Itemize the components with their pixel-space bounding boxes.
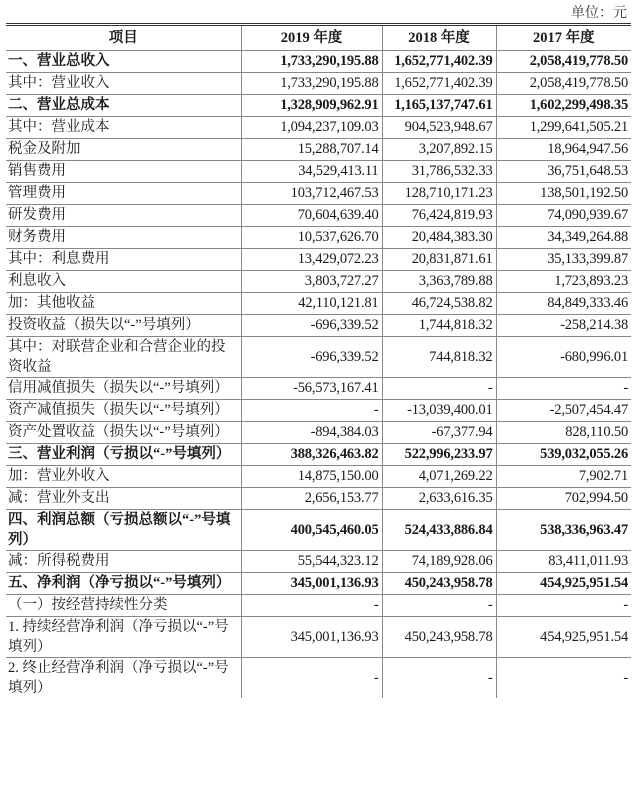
table-row	[6, 139, 631, 161]
value-2017: 74,090,939.67	[496, 205, 631, 227]
value-2019: 14,875,150.00	[241, 466, 382, 488]
value-2018: 2,633,616.35	[382, 488, 496, 510]
table-row	[6, 422, 631, 444]
value-2017: 83,411,011.93	[496, 551, 631, 573]
row-label: 管理费用	[6, 183, 241, 205]
table-row	[6, 444, 631, 466]
value-2019: 1,094,237,109.03	[241, 117, 382, 139]
value-2018: 3,207,892.15	[382, 139, 496, 161]
value-2017: 454,925,951.54	[496, 617, 631, 658]
row-label: 减：营业外支出	[6, 488, 241, 510]
row-label: 税金及附加	[6, 139, 241, 161]
table-row	[6, 595, 631, 617]
row-label: 四、利润总额（亏损总额以“-”号填列）	[6, 510, 241, 551]
header-2017: 2017 年度	[496, 25, 631, 51]
value-2018: 1,744,818.32	[382, 315, 496, 337]
row-label: 减：所得税费用	[6, 551, 241, 573]
income-statement-table	[6, 23, 631, 698]
value-2018: 74,189,928.06	[382, 551, 496, 573]
row-label: 五、净利润（净亏损以“-”号填列）	[6, 573, 241, 595]
table-row	[6, 183, 631, 205]
table-row	[6, 73, 631, 95]
value-2018: 20,831,871.61	[382, 249, 496, 271]
value-2019: 34,529,413.11	[241, 161, 382, 183]
value-2017: 2,058,419,778.50	[496, 51, 631, 73]
row-label: 信用减值损失（损失以“-”号填列）	[6, 378, 241, 400]
value-2018: 524,433,886.84	[382, 510, 496, 551]
value-2019: 13,429,072.23	[241, 249, 382, 271]
row-label: 利息收入	[6, 271, 241, 293]
value-2017: -2,507,454.47	[496, 400, 631, 422]
header-row	[6, 25, 631, 51]
value-2019: -	[241, 400, 382, 422]
value-2017: 1,602,299,498.35	[496, 95, 631, 117]
row-label: 资产减值损失（损失以“-”号填列）	[6, 400, 241, 422]
header-2019: 2019 年度	[241, 25, 382, 51]
value-2017: 138,501,192.50	[496, 183, 631, 205]
table-row	[6, 658, 631, 699]
value-2017: 454,925,951.54	[496, 573, 631, 595]
value-2018: 76,424,819.93	[382, 205, 496, 227]
value-2019: 400,545,460.05	[241, 510, 382, 551]
value-2019: 15,288,707.14	[241, 139, 382, 161]
value-2017: -	[496, 378, 631, 400]
value-2019: 10,537,626.70	[241, 227, 382, 249]
row-label: 二、营业总成本	[6, 95, 241, 117]
value-2017: 18,964,947.56	[496, 139, 631, 161]
value-2018: -	[382, 378, 496, 400]
value-2018: -	[382, 658, 496, 699]
value-2017: 702,994.50	[496, 488, 631, 510]
value-2019: 3,803,727.27	[241, 271, 382, 293]
value-2017: 2,058,419,778.50	[496, 73, 631, 95]
table-row	[6, 617, 631, 658]
value-2017: 36,751,648.53	[496, 161, 631, 183]
table-row	[6, 315, 631, 337]
table-row	[6, 378, 631, 400]
value-2018: 3,363,789.88	[382, 271, 496, 293]
value-2019: -	[241, 595, 382, 617]
value-2018: 450,243,958.78	[382, 573, 496, 595]
table-row	[6, 488, 631, 510]
table-row	[6, 551, 631, 573]
value-2019: 345,001,136.93	[241, 617, 382, 658]
value-2019: -894,384.03	[241, 422, 382, 444]
value-2017: -	[496, 658, 631, 699]
table-row	[6, 337, 631, 378]
table-row	[6, 293, 631, 315]
value-2017: 35,133,399.87	[496, 249, 631, 271]
value-2018: 744,818.32	[382, 337, 496, 378]
value-2017: 828,110.50	[496, 422, 631, 444]
value-2019: 55,544,323.12	[241, 551, 382, 573]
row-label: 加：营业外收入	[6, 466, 241, 488]
table-row	[6, 117, 631, 139]
row-label: 其中：对联营企业和合营企业的投资收益	[6, 337, 241, 378]
value-2019: 1,733,290,195.88	[241, 51, 382, 73]
header-item: 项目	[6, 25, 241, 51]
table-body	[6, 51, 631, 699]
row-label: 投资收益（损失以“-”号填列）	[6, 315, 241, 337]
value-2019: 70,604,639.40	[241, 205, 382, 227]
value-2018: 128,710,171.23	[382, 183, 496, 205]
value-2017: 84,849,333.46	[496, 293, 631, 315]
row-label: 2. 终止经营净利润（净亏损以“-”号填列）	[8, 660, 229, 696]
value-2017: 34,349,264.88	[496, 227, 631, 249]
value-2018: -13,039,400.01	[382, 400, 496, 422]
value-2019: 1,733,290,195.88	[241, 73, 382, 95]
value-2018: -	[382, 595, 496, 617]
value-2017: 1,723,893.23	[496, 271, 631, 293]
table-row	[6, 227, 631, 249]
row-label: 一、营业总收入	[6, 51, 241, 73]
value-2019: -696,339.52	[241, 315, 382, 337]
row-label: 1. 持续经营净利润（净亏损以“-”号填列）	[6, 617, 241, 658]
value-2017: 7,902.71	[496, 466, 631, 488]
row-label: 其中：营业成本	[6, 117, 241, 139]
value-2017: -680,996.01	[496, 337, 631, 378]
value-2017: -258,214.38	[496, 315, 631, 337]
header-2018: 2018 年度	[382, 25, 496, 51]
value-2019: -696,339.52	[241, 337, 382, 378]
row-label: （一）按经营持续性分类	[6, 595, 241, 617]
value-2019: -56,573,167.41	[241, 378, 382, 400]
value-2017: 538,336,963.47	[496, 510, 631, 551]
value-2019: 388,326,463.82	[241, 444, 382, 466]
value-2018: -67,377.94	[382, 422, 496, 444]
value-2017: 1,299,641,505.21	[496, 117, 631, 139]
row-label: 三、营业利润（亏损以“-”号填列）	[6, 444, 241, 466]
value-2017: -	[496, 595, 631, 617]
value-2019: 103,712,467.53	[241, 183, 382, 205]
row-label: 加：其他收益	[6, 293, 241, 315]
value-2019: -	[241, 658, 382, 699]
table-row	[6, 51, 631, 73]
value-2018: 904,523,948.67	[382, 117, 496, 139]
table-row	[6, 205, 631, 227]
value-2019: 2,656,153.77	[241, 488, 382, 510]
row-label: 其中：营业收入	[6, 73, 241, 95]
value-2018: 1,652,771,402.39	[382, 73, 496, 95]
value-2018: 1,652,771,402.39	[382, 51, 496, 73]
unit-label: 单位：元	[571, 6, 627, 21]
row-label: 其中：利息费用	[6, 249, 241, 271]
value-2018: 46,724,538.82	[382, 293, 496, 315]
row-label: 资产处置收益（损失以“-”号填列）	[6, 422, 241, 444]
value-2019: 1,328,909,962.91	[241, 95, 382, 117]
table-row	[6, 466, 631, 488]
value-2018: 4,071,269.22	[382, 466, 496, 488]
table-row	[6, 573, 631, 595]
table-row	[6, 95, 631, 117]
table-row	[6, 271, 631, 293]
value-2017: 539,032,055.26	[496, 444, 631, 466]
value-2019: 345,001,136.93	[241, 573, 382, 595]
row-label: 财务费用	[6, 227, 241, 249]
value-2019: 42,110,121.81	[241, 293, 382, 315]
value-2018: 1,165,137,747.61	[382, 95, 496, 117]
value-2018: 522,996,233.97	[382, 444, 496, 466]
row-label: 销售费用	[6, 161, 241, 183]
value-2018: 31,786,532.33	[382, 161, 496, 183]
table-row	[6, 249, 631, 271]
table-row	[6, 400, 631, 422]
value-2018: 20,484,383.30	[382, 227, 496, 249]
row-label: 研发费用	[6, 205, 241, 227]
table-row	[6, 510, 631, 551]
table-row	[6, 161, 631, 183]
value-2018: 450,243,958.78	[382, 617, 496, 658]
